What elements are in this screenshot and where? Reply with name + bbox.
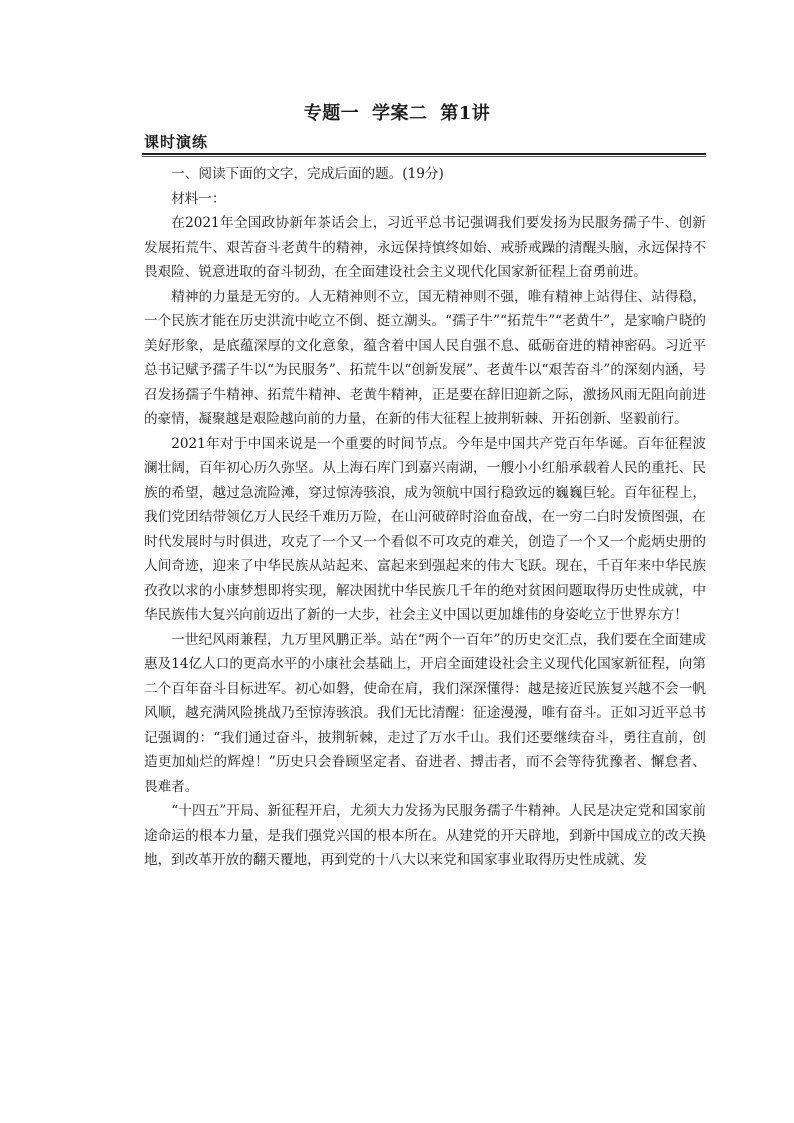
paragraph: 精神的力量是无穷的。人无精神则不立，国无精神则不强，唯有精神上站得住、站得稳，一个民族才能在历史洪流中屹立不倒、挺立潮头。“孺子牛”“拓荒牛”“老黄牛”，是家喻户晓的美好形象，是底蕴深厚的文化意象，蕴含着中国人民自强不息、砥砺奋进的精神密码。习近平总书记赋予孺子牛以“为民服务”、拓荒牛以“创新发展”、老黄牛以“艰苦奋斗”的深刻内涵，号召发扬孺子牛精神、拓荒牛精神、老黄牛精神，正是要在辞旧迎新之际，激扬风雨无阻向前进的豪情，凝聚越是艰险越向前的力量，在新的伟大征程上披荆斩棘、开拓创新、坚毅前行。: [144, 288, 706, 427]
page-title: 专题一 学案二 第1讲: [303, 103, 491, 124]
section-heading: 课时演练: [144, 133, 209, 151]
paragraph: 2021年对于中国来说是一个重要的时间节点。今年是中国共产党百年华诞。百年征程波澜壮阔，百年初心历久弥坚。从上海石库门到嘉兴南湖，一艘小小红船承载着人民的重托、民族的希望，越过急流险滩，穿过惊涛骇浪，成为领航中国行稳致远的巍巍巨轮。百年征程上，我们党团结带领亿万人民经千难历万险，在山河破碎时浴血奋战，在一穷二白时发愤图强，在时代发展时与时俱进，攻克了一个又一个看似不可攻克的难关，创造了一个又一个彪炳史册的人间奇迹，迎来了中华民族从站起来、富起来到强起来的伟大飞跃。现在，千百年来中华民族孜孜以求的小康梦想即将实现，解决困扰中华民族几千年的绝对贫困问题取得历史性成就，中华民族伟大复兴向前迈出了新的一大步，社会主义中国以更加雄伟的身姿屹立于世界东方！: [144, 435, 706, 623]
question-prompt: 一、阅读下面的文字，完成后面的题。(19分): [171, 166, 444, 182]
material-label: 材料一：: [171, 190, 226, 207]
paragraph: 在2021年全国政协新年茶话会上，习近平总书记强调我们要发扬为民服务孺子牛、创新发展拓荒牛、艰苦奋斗老黄牛的精神，永远保持慎终如始、戒骄戒躁的清醒头脑，永远保持不畏艰险、锐意进取的奋斗韧劲，在全面建设社会主义现代化国家新征程上奋勇前进。: [144, 215, 706, 280]
document-body: [144, 162, 706, 873]
heading-divider: [142, 153, 706, 157]
paragraph: 一世纪风雨兼程，九万里风鹏正举。站在“两个一百年”的历史交汇点，我们要在全面建成惠及14亿人口的更高水平的小康社会基础上，开启全面建设社会主义现代化国家新征程，向第二个百年奋斗目标进军。初心如磐，使命在肩，我们深深懂得：越是接近民族复兴越不会一帆风顺，越充满风险挑战乃至惊涛骇浪。我们无比清醒：征途漫漫，唯有奋斗。正如习近平总书记强调的：“我们通过奋斗，披荆斩棘，走过了万水千山。我们还要继续奋斗，勇往直前，创造更加灿烂的辉煌！”历史只会眷顾坚定者、奋进者、搏击者，而不会等待犹豫者、懈怠者、畏难者。: [144, 631, 706, 795]
paragraph: “十四五”开局、新征程开启，尤须大力发扬为民服务孺子牛精神。人民是决定党和国家前途命运的根本力量，是我们强党兴国的根本所在。从建党的开天辟地，到新中国成立的改天换地，到改革开放的翻天覆地，再到党的十八大以来党和国家事业取得历史性成就、发: [144, 803, 706, 868]
